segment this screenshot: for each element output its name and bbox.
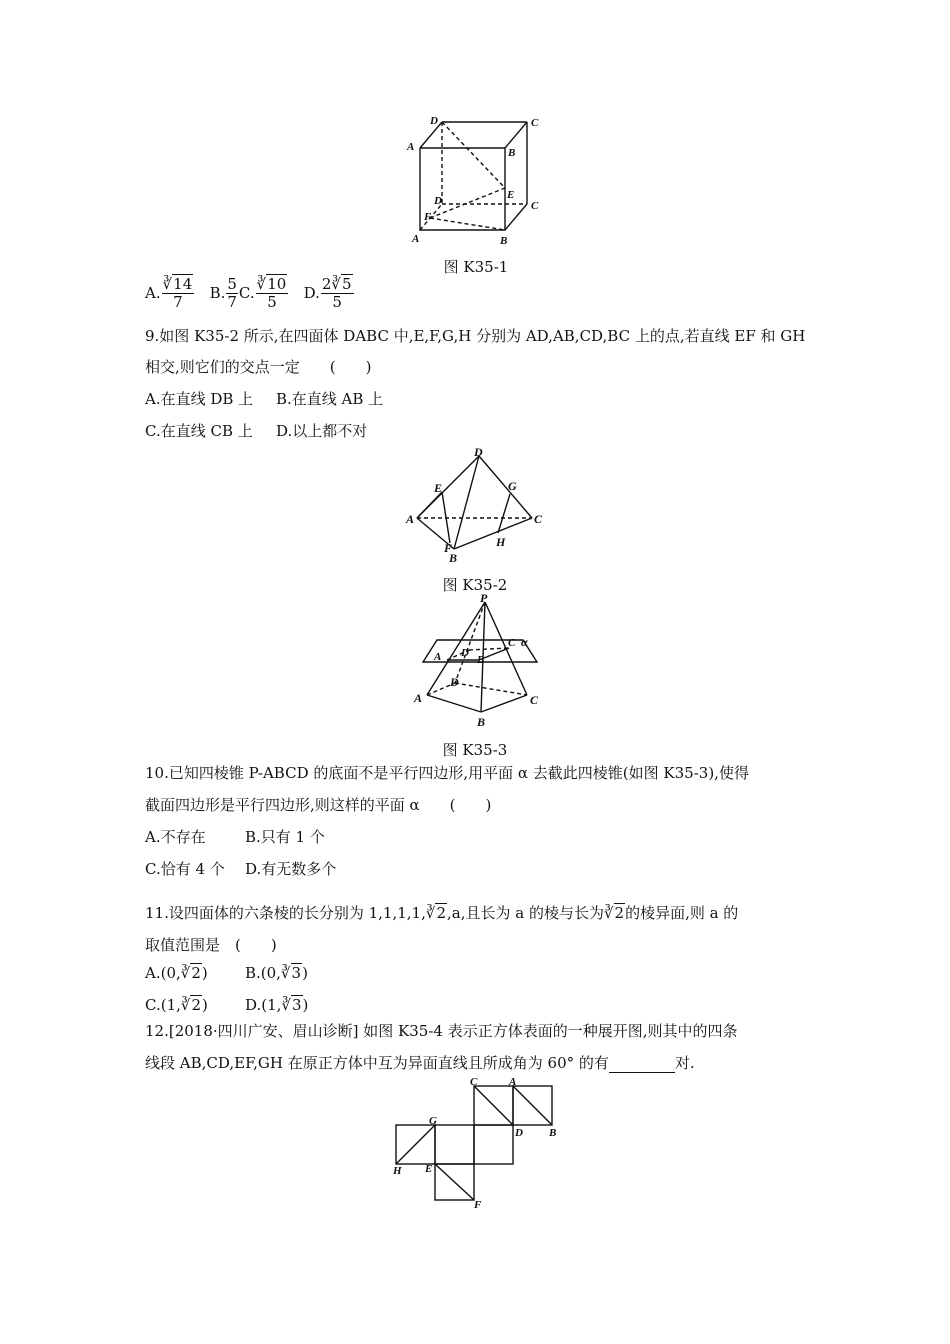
q12-answer-blank[interactable] [609,1058,675,1073]
figure-k35-4 [385,1074,575,1214]
q10-option-b: B.只有 1 个 [245,828,325,846]
q9-option-c: C.在直线 CB 上 [145,422,253,440]
label-a1: A [407,141,415,153]
label-d: D [474,445,483,459]
label-g: G [429,1115,437,1127]
label-a: A [509,1076,517,1088]
pyramid-diagram [405,590,550,732]
q10-option-c: C.恰有 4 个 [145,860,225,878]
q11-radical: ∛2 [425,904,446,922]
label-b: B [549,1127,557,1139]
q10-line-1: 10.已知四棱锥 P-ABCD 的底面不是平行四边形,用平面 α 去截此四棱锥(如图 K35-3),使得 [145,764,749,782]
figure-k35-2-caption: 图 K35-2 [442,576,508,594]
label-h: H [496,535,506,549]
label-c1: C [508,637,516,649]
label-b1: B [477,654,485,666]
label-g: G [508,479,517,493]
q8-option-b: B. $\frac{5}{7}$ [209,275,237,311]
q10-line-2: 截面四边形是平行四边形,则这样的平面 α ( ) [145,796,492,814]
label-d1: D [430,115,438,127]
q9-option-d: D.以上都不对 [276,422,368,440]
label-e: E [425,1163,433,1175]
q8-option-a: A. $\frac{∛14}{7}$ [145,275,193,311]
label-b1: B [508,147,516,159]
q9-line-2: 相交,则它们的交点一定 ( ) [145,358,372,376]
q9-option-a: A.在直线 DB 上 [145,390,254,408]
q11-line-1: 11.设四面体的六条棱的长分别为 1,1,1,1,∛2,a,且长为 a 的棱与长为∛2的棱异面,则 a 的 [145,904,739,922]
label-c: C [470,1076,478,1088]
q10-option-d: D.有无数多个 [245,860,337,878]
label-a: A [412,233,420,245]
q11-option-c: C.(1,∛2) [145,996,208,1014]
label-f: F [474,1199,482,1211]
cube-diagram [400,108,560,248]
label-alpha: α [521,635,528,649]
figure-k35-1 [400,108,560,248]
figure-k35-2 [400,442,550,567]
label-a: A [406,512,415,526]
q11-option-a: A.(0,∛2) [145,964,208,982]
figure-k35-1-caption: 图 K35-1 [443,258,509,276]
label-c: C [534,512,543,526]
label-a1: A [434,651,442,663]
q12-line-1: 12.[2018·四川广安、眉山诊断] 如图 K35-4 表示正方体表面的一种展开图,则其中的四条 [145,1022,738,1040]
figure-k35-3 [405,590,550,732]
label-h: H [393,1165,402,1177]
label-d: D [515,1127,523,1139]
tetrahedron-diagram [400,442,550,567]
label-f: F [424,211,432,223]
label-p: P [480,591,488,605]
label-d1: D [461,647,469,659]
q10-option-a: A.不存在 [145,828,206,846]
label-e: E [507,189,515,201]
label-d: D [434,195,442,207]
label-a: A [414,691,423,705]
q8-option-c: C. $\frac{∛10}{5}$ [238,275,287,311]
q9-option-b: B.在直线 AB 上 [276,390,384,408]
q11-option-d: D.(1,∛3) [245,996,309,1014]
label-b: B [500,235,508,247]
label-c: C [531,200,539,212]
label-e: E [434,481,443,495]
label-f: F [444,541,453,555]
q11-option-b: B.(0,∛3) [245,964,308,982]
label-c: C [530,693,539,707]
cube-net-diagram [385,1074,575,1214]
q12-line-2: 线段 AB,CD,EF,GH 在原正方体中互为异面直线且所成角为 60° 的有 对. [145,1054,695,1072]
q11-line-2: 取值范围是 ( ) [145,936,277,954]
q8-option-d: D. $\frac{2∛5}{5}$ [303,275,352,311]
label-c1: C [531,117,539,129]
q8-options [145,276,355,311]
label-b: B [449,551,458,565]
label-d: D [450,675,459,689]
q9-line-1: 9.如图 K35-2 所示,在四面体 DABC 中,E,F,G,H 分别为 AD,AB,CD,BC 上的点,若直线 EF 和 GH [145,327,806,345]
label-b: B [477,715,486,729]
figure-k35-3-caption: 图 K35-3 [442,741,508,759]
